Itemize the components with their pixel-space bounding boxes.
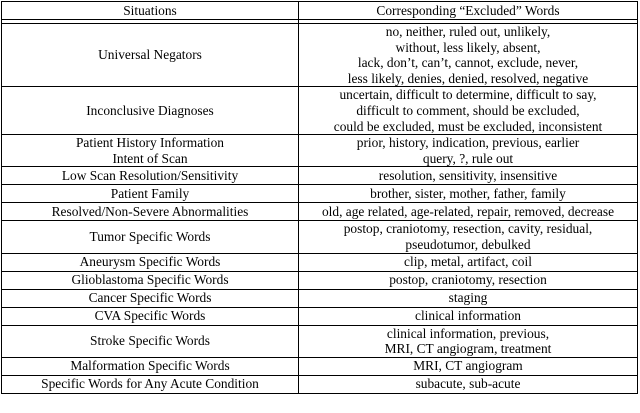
words-line: clinical information, previous, <box>386 325 550 341</box>
words-line: postop, craniotomy, resection, cavity, residual, <box>343 221 593 237</box>
situation-cell: Patient Family <box>2 185 299 203</box>
header-row <box>2 2 638 20</box>
words-line: MRI, CT angiogram, treatment <box>384 341 552 357</box>
words-cell: MRI, CT angiogram <box>299 357 638 375</box>
situation-line: Inconclusive Diagnoses <box>86 102 214 118</box>
situation-cell: Aneurysm Specific Words <box>2 253 299 271</box>
table-row <box>2 253 638 271</box>
words-cell <box>299 135 638 167</box>
situation-cell: Low Scan Resolution/Sensitivity <box>2 167 299 185</box>
words-cell: subacute, sub-acute <box>299 375 638 393</box>
table-row <box>2 167 638 185</box>
words-line: less likely, denies, denied, resolved, negative <box>347 70 589 86</box>
table-row <box>2 325 638 357</box>
table-row <box>2 87 638 135</box>
words-cell <box>299 325 638 357</box>
table-row <box>2 221 638 253</box>
table-row <box>2 307 638 325</box>
words-cell: postop, craniotomy, resection <box>299 271 638 289</box>
table-row <box>2 271 638 289</box>
table-row <box>2 375 638 393</box>
situation-cell: Cancer Specific Words <box>2 289 299 307</box>
situation-cell <box>2 135 299 167</box>
table-row <box>2 203 638 221</box>
words-cell: old, age related, age-related, repair, removed, decrease <box>299 203 638 221</box>
words-line: without, less likely, absent, <box>395 39 541 55</box>
situation-cell: Glioblastoma Specific Words <box>2 271 299 289</box>
table-row <box>2 357 638 375</box>
situation-cell: Malformation Specific Words <box>2 357 299 375</box>
situation-cell <box>2 24 299 87</box>
words-line: lack, don’t, can’t, cannot, exclude, never, <box>357 55 579 71</box>
words-line: pseudotumor, debulked <box>405 236 531 252</box>
words-cell: brother, sister, mother, father, family <box>299 185 638 203</box>
situation-cell <box>2 221 299 253</box>
words-line: no, neither, ruled out, unlikely, <box>385 24 551 39</box>
header-situations: Situations <box>2 2 299 20</box>
situation-cell: Resolved/Non-Severe Abnormalities <box>2 203 299 221</box>
words-cell <box>299 87 638 135</box>
situation-line: Universal Negators <box>98 47 202 63</box>
situation-cell: Specific Words for Any Acute Condition <box>2 375 299 393</box>
words-line: prior, history, indication, previous, earlier <box>356 135 580 151</box>
situation-cell <box>2 87 299 135</box>
words-line: uncertain, difficult to determine, difficult to say, <box>339 87 597 103</box>
words-cell: clip, metal, artifact, coil <box>299 253 638 271</box>
words-line: difficult to comment, should be excluded, <box>356 102 580 118</box>
words-cell: resolution, sensitivity, insensitive <box>299 167 638 185</box>
words-line: query, ?, rule out <box>422 150 514 166</box>
words-cell <box>299 24 638 87</box>
table-row <box>2 135 638 167</box>
words-cell <box>299 221 638 253</box>
words-line: could be excluded, must be excluded, inconsistent <box>333 118 603 134</box>
table-row <box>2 289 638 307</box>
situation-line: Patient History Information <box>75 135 225 151</box>
situation-line: Tumor Specific Words <box>89 229 211 245</box>
table-row <box>2 24 638 87</box>
words-cell: clinical information <box>299 307 638 325</box>
situation-line: Intent of Scan <box>112 150 188 166</box>
situation-cell <box>2 325 299 357</box>
situation-cell: CVA Specific Words <box>2 307 299 325</box>
header-excluded-words: Corresponding “Excluded” Words <box>299 2 638 20</box>
excluded-words-table <box>1 1 638 394</box>
table-row <box>2 185 638 203</box>
situation-line: Stroke Specific Words <box>90 333 210 349</box>
words-cell: staging <box>299 289 638 307</box>
